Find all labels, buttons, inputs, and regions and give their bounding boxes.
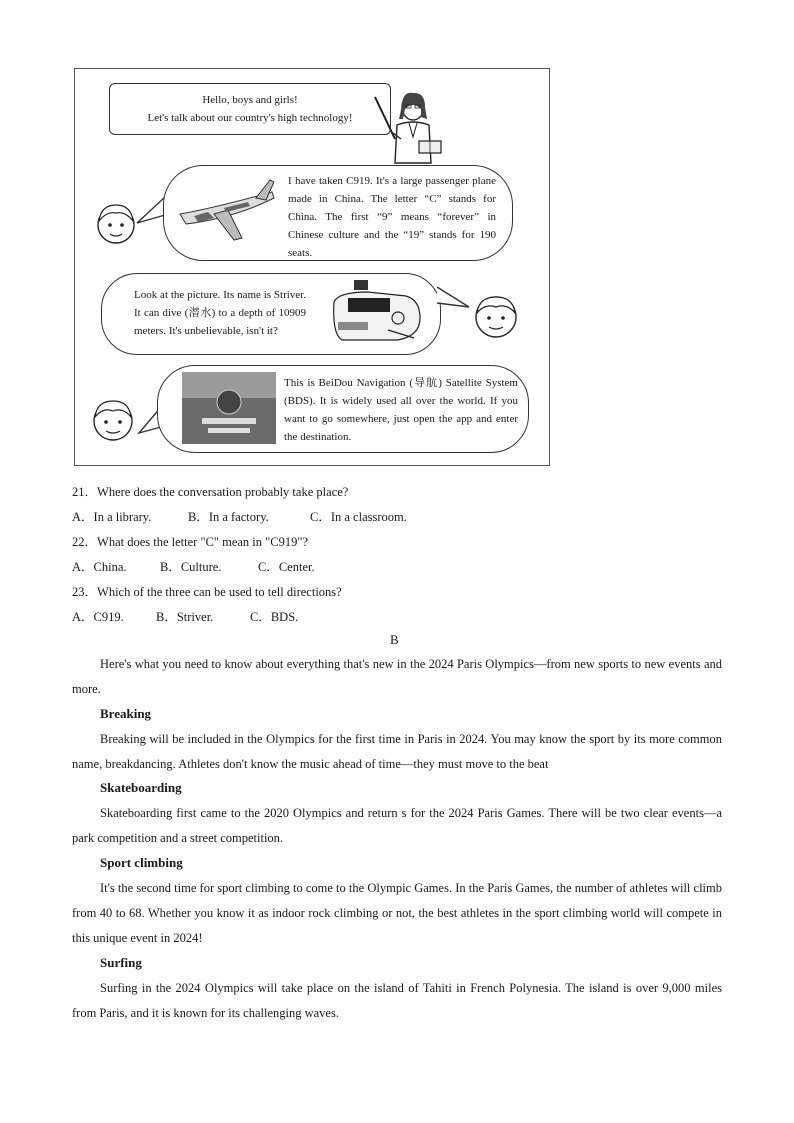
c919-speech-bubble: [163, 165, 513, 261]
c919-plane-image: [174, 178, 278, 248]
q23-option-b[interactable]: B．Striver.: [156, 610, 214, 624]
beidou-image: [182, 372, 276, 444]
paragraph-surfing: Surfing in the 2024 Olympics will take place on the island of Tahiti in French Polynesia. The island is over 9,000 miles from Paris, and it is known for its challenging waves.: [72, 981, 722, 1020]
q23-option-a[interactable]: A．C919.: [72, 610, 124, 624]
section-b-letter: B: [390, 632, 399, 647]
q21-option-b[interactable]: B．In a factory.: [188, 510, 269, 524]
intro-paragraph: Here's what you need to know about everything that's new in the 2024 Paris Olympics—from new sports to new events and more.: [72, 657, 722, 696]
striver-text: Look at the picture. Its name is Striver. It can dive (潜水) to a depth of 10909 meters. It's unbelievable, isn't it?: [134, 289, 306, 337]
q23-option-c[interactable]: C．BDS.: [250, 610, 299, 624]
paragraph-breaking: Breaking will be included in the Olympics for the first time in Paris in 2024. You may know the sport by its more common name, breakdancing. Athletes don't know the music ahead of time—they must move to the beat: [72, 732, 722, 771]
heading-sport-climbing: Sport climbing: [100, 855, 183, 870]
c919-text: I have taken C919. It's a large passenger plane made in China. The letter “C” stands for China. The first “9” means “forever” in Chinese culture and the “19” stands for 190 seats.: [288, 175, 496, 259]
teacher-illustration: [365, 89, 451, 165]
conversation-figure: [74, 68, 550, 466]
heading-skateboarding: Skateboarding: [100, 780, 182, 795]
q22-option-b[interactable]: B．Culture.: [160, 560, 222, 574]
question-23: 23．Which of the three can be used to tell directions?: [72, 585, 342, 599]
striver-speech-bubble: [101, 273, 441, 355]
q22-option-a[interactable]: A．China.: [72, 560, 127, 574]
q21-option-a[interactable]: A．In a library.: [72, 510, 152, 524]
question-22: 22．What does the letter "C" mean in "C919"?: [72, 535, 308, 549]
heading-surfing: Surfing: [100, 955, 142, 970]
q22-option-c[interactable]: C．Center.: [258, 560, 315, 574]
bubble2-tail: [435, 283, 471, 313]
boy-avatar-3: [91, 395, 135, 445]
beidou-speech-bubble: [157, 365, 529, 453]
paragraph-sport-climbing: It's the second time for sport climbing to come to the Olympic Games. In the Paris Games, the number of athletes will climb from 40 to 68. Whether you know it as indoor rock climbing or not, the best athletes in the sport climbing world will compete in this unique event in 2024!: [72, 881, 722, 945]
paragraph-skateboarding: Skateboarding first came to the 2020 Olympics and return s for the 2024 Paris Games. There will be two clear events—a park competition and a street competition.: [72, 806, 722, 845]
beidou-text: This is BeiDou Navigation (导航) Satellite System (BDS). It is widely used all over the world. If you want to go somewhere, just open the app and enter the destination.: [284, 377, 518, 443]
boy-avatar-1: [95, 201, 137, 247]
heading-breaking: Breaking: [100, 706, 152, 721]
striver-submersible-image: [328, 278, 424, 350]
q21-option-c[interactable]: C．In a classroom.: [310, 510, 407, 524]
boy-avatar-2: [473, 291, 519, 343]
question-21: 21．Where does the conversation probably take place?: [72, 485, 349, 499]
teacher-line-1: Hello, boys and girls!: [202, 94, 298, 106]
teacher-speech-bubble: [109, 83, 391, 135]
teacher-line-2: Let's talk about our country's high technology!: [147, 112, 353, 124]
